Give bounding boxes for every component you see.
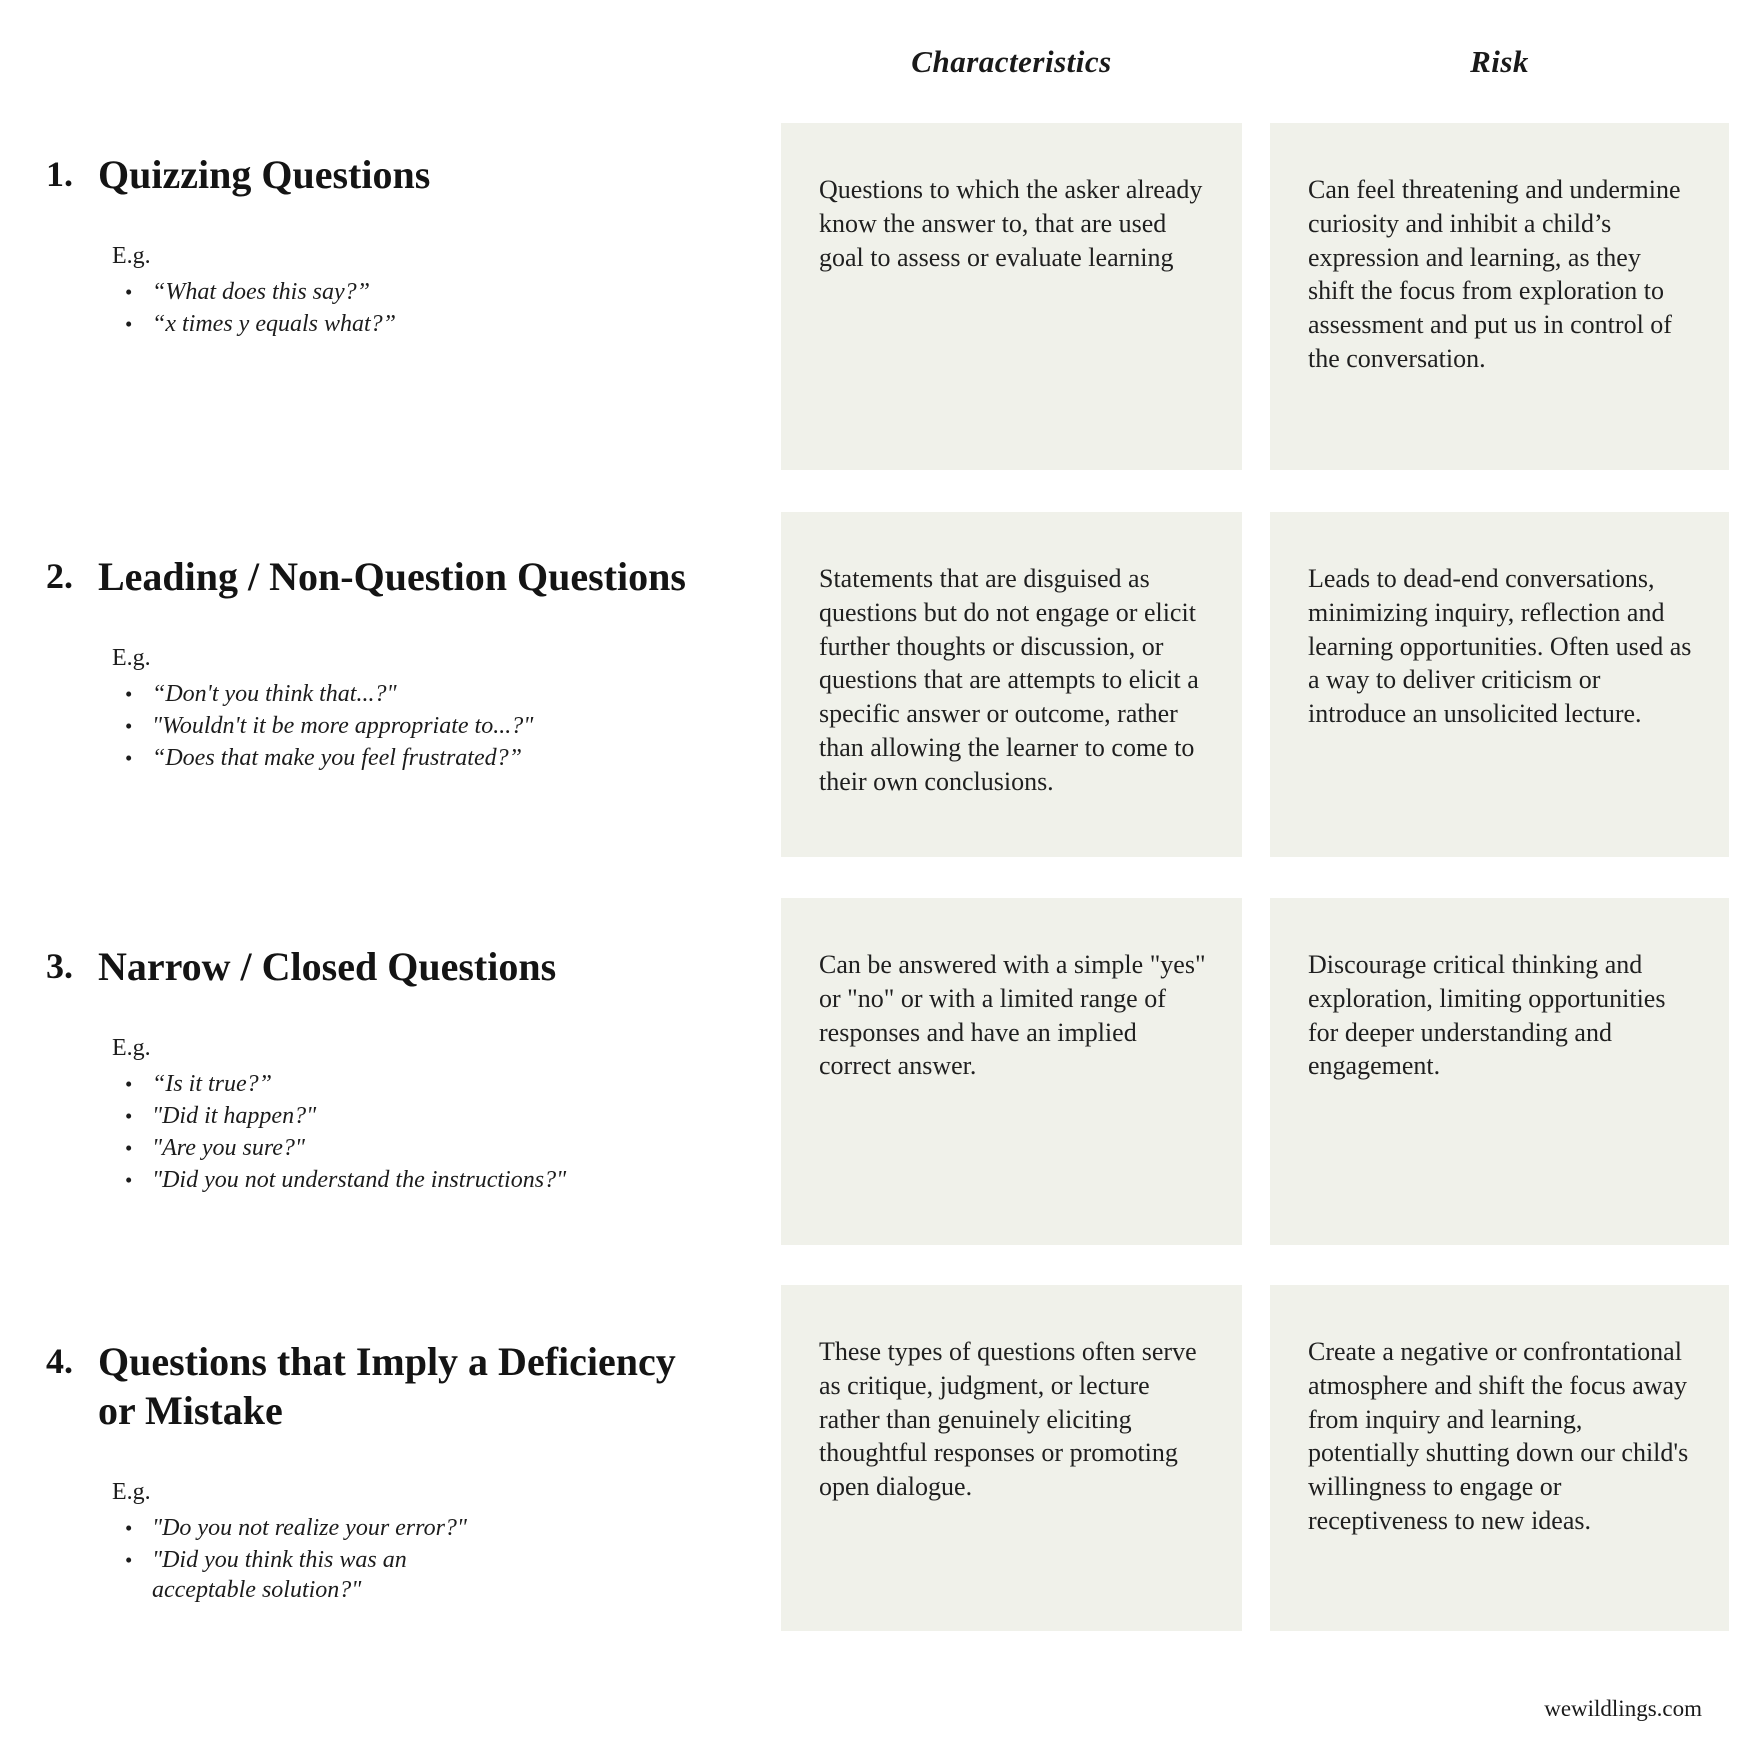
examples-list <box>112 1069 726 1195</box>
eg-label: E.g. <box>112 1035 151 1061</box>
section-title <box>46 1337 726 1435</box>
section-title-line1: Quizzing Questions <box>98 152 431 197</box>
section-title-text <box>98 1337 676 1435</box>
risk-cell-leading <box>1270 512 1729 857</box>
eg-label: E.g. <box>112 1479 151 1505</box>
section-number: 1. <box>46 154 73 194</box>
characteristics-text: Statements that are disguised as questions but do not engage or elicit further thoughts or discussion, or questions that are attempts to elicit a specific answer or outcome, rather than allowing the learner to come to their own conclusions. <box>819 564 1199 796</box>
section-narrow-questions <box>46 942 726 1197</box>
examples-list <box>112 277 726 339</box>
section-title-line1: Leading / Non-Question Questions <box>98 554 686 599</box>
examples-block <box>112 1033 726 1195</box>
section-number: 4. <box>46 1341 73 1381</box>
example-item: • "Are you sure?" <box>112 1133 726 1163</box>
characteristics-text: These types of questions often serve as critique, judgment, or lecture rather than genuinely eliciting thoughtful responses or promoting open dialogue. <box>819 1337 1197 1502</box>
risk-text: Discourage critical thinking and exploration, limiting opportunities for deeper understanding and engagement. <box>1308 950 1666 1081</box>
risk-cell-deficiency <box>1270 1285 1729 1631</box>
example-item: • "Did you not understand the instructions?" <box>112 1165 726 1195</box>
section-title <box>46 942 726 991</box>
characteristics-text: Questions to which the asker already know the answer to, that are used goal to assess or evaluate learning <box>819 175 1203 272</box>
section-title-line1: Questions that Imply a Deficiency <box>98 1339 676 1384</box>
footer-website: wewildlings.com <box>1544 1696 1702 1721</box>
section-title-line2: or Mistake <box>98 1388 283 1433</box>
characteristics-cell-quizzing <box>781 123 1242 470</box>
section-deficiency-questions <box>46 1337 726 1607</box>
section-title <box>46 552 726 601</box>
section-number: 3. <box>46 946 73 986</box>
example-item: • “What does this say?” <box>112 277 726 307</box>
characteristics-text: Can be answered with a simple "yes" or "no" or with a limited range of responses and have an implied correct answer. <box>819 950 1206 1081</box>
examples-block <box>112 643 726 773</box>
example-item: • “Don't you think that...?" <box>112 679 726 709</box>
column-header-risk: Risk <box>1470 44 1529 79</box>
section-quizzing-questions <box>46 150 726 341</box>
examples-block <box>112 1477 726 1605</box>
risk-text: Leads to dead-end conversations, minimizing inquiry, reflection and learning opportunities. Often used as a way to deliver criticism or introduce an unsolicited lecture. <box>1308 564 1692 729</box>
example-item: • "Did you think this was an acceptable solution?" <box>112 1545 482 1605</box>
examples-list <box>112 1513 726 1605</box>
characteristics-cell-narrow <box>781 898 1242 1245</box>
section-title-text <box>98 552 686 601</box>
section-title <box>46 150 726 199</box>
section-title-text <box>98 150 430 199</box>
examples-list <box>112 679 726 773</box>
risk-text: Create a negative or confrontational atmosphere and shift the focus away from inquiry and learning, potentially shutting down our child's willingness to engage or receptiveness to new ideas. <box>1308 1337 1689 1535</box>
section-title-line1: Narrow / Closed Questions <box>98 944 557 989</box>
characteristics-cell-deficiency <box>781 1285 1242 1631</box>
example-item: • “x times y equals what?” <box>112 309 726 339</box>
examples-block <box>112 241 726 339</box>
example-item: • "Wouldn't it be more appropriate to...?" <box>112 711 726 741</box>
section-number: 2. <box>46 556 73 596</box>
example-item: • “Is it true?” <box>112 1069 726 1099</box>
column-header-characteristics: Characteristics <box>911 44 1112 79</box>
section-leading-questions <box>46 552 726 775</box>
example-item: • "Do you not realize your error?" <box>112 1513 482 1543</box>
characteristics-cell-leading <box>781 512 1242 857</box>
eg-label: E.g. <box>112 645 151 671</box>
risk-cell-narrow <box>1270 898 1729 1245</box>
section-title-text <box>98 942 556 991</box>
example-item: • “Does that make you feel frustrated?” <box>112 743 726 773</box>
risk-text: Can feel threatening and undermine curiosity and inhibit a child’s expression and learning, as they shift the focus from exploration to assessment and put us in control of the conversation. <box>1308 175 1681 373</box>
eg-label: E.g. <box>112 243 151 269</box>
example-item: • "Did it happen?" <box>112 1101 726 1131</box>
risk-cell-quizzing <box>1270 123 1729 470</box>
